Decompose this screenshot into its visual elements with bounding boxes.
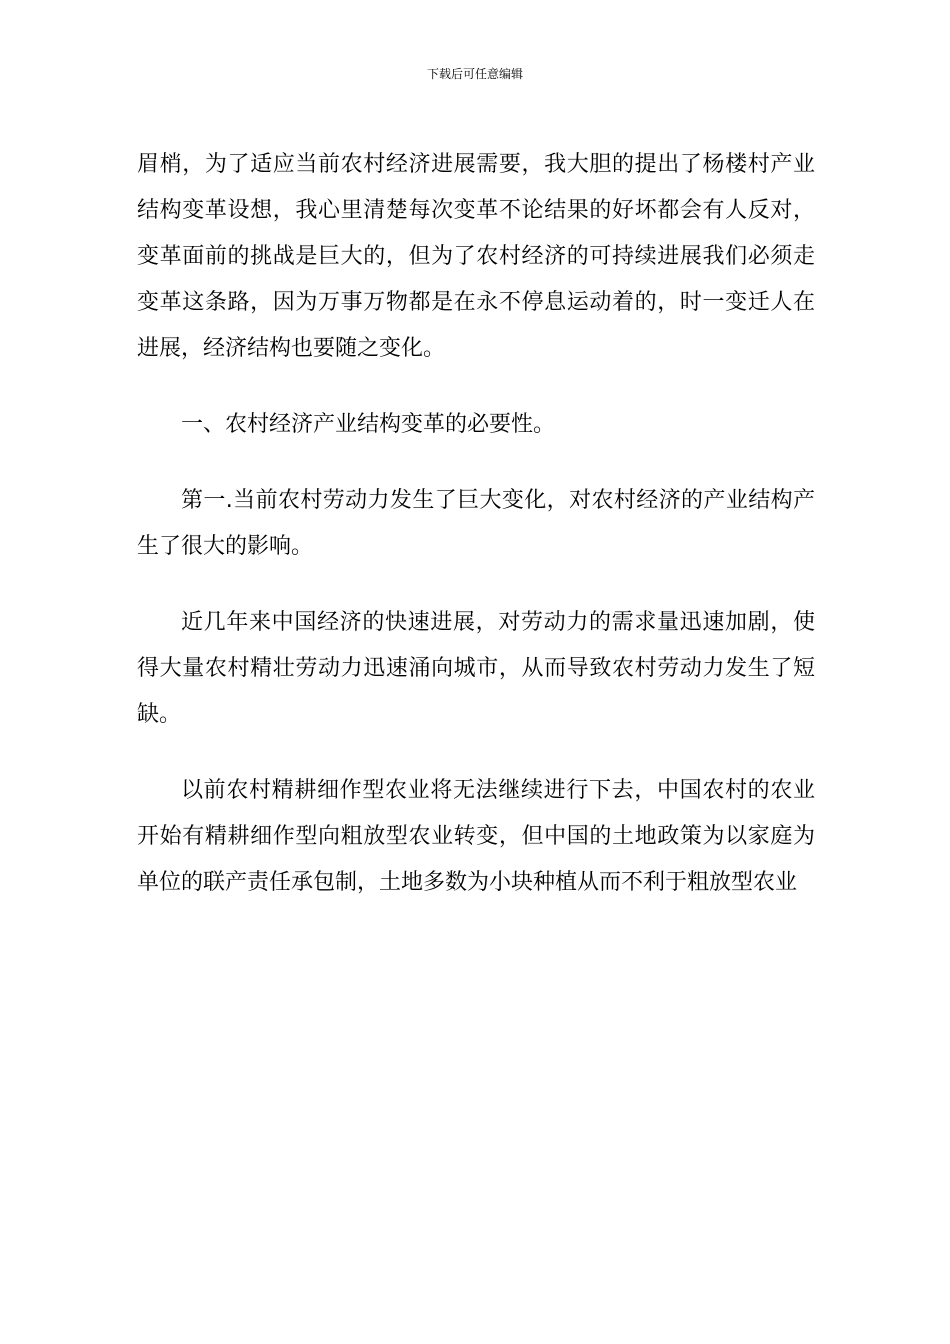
paragraph-4: 以前农村精耕细作型农业将无法继续进行下去，中国农村的农业开始有精耕细作型向粗放型农业转变，但中国的土地政策为以家庭为单位的联产责任承包制，土地多数为小块种植从而不利于粗放型农业 xyxy=(137,778,815,895)
document-body xyxy=(137,142,815,936)
paragraph-1: 眉梢，为了适应当前农村经济进展需要，我大胆的提出了杨楼村产业结构变革设想，我心里清楚每次变革不论结果的好坏都会有人反对，变革面前的挑战是巨大的，但为了农村经济的可持续进展我们必须走变革这条路，因为万事万物都是在永不停息运动着的，时一变迁人在进展，经济结构也要随之变化。 xyxy=(137,152,815,361)
section-heading: 一、农村经济产业结构变革的必要性。 xyxy=(181,412,556,437)
paragraph-3: 近几年来中国经济的快速进展，对劳动力的需求量迅速加剧，使得大量农村精壮劳动力迅速涌向城市，从而导致农村劳动力发生了短缺。 xyxy=(137,610,815,727)
paragraph-2: 第一.当前农村劳动力发生了巨大变化，对农村经济的产业结构产生了很大的影响。 xyxy=(137,488,815,559)
page-header: 下载后可任意编辑 xyxy=(426,67,523,81)
